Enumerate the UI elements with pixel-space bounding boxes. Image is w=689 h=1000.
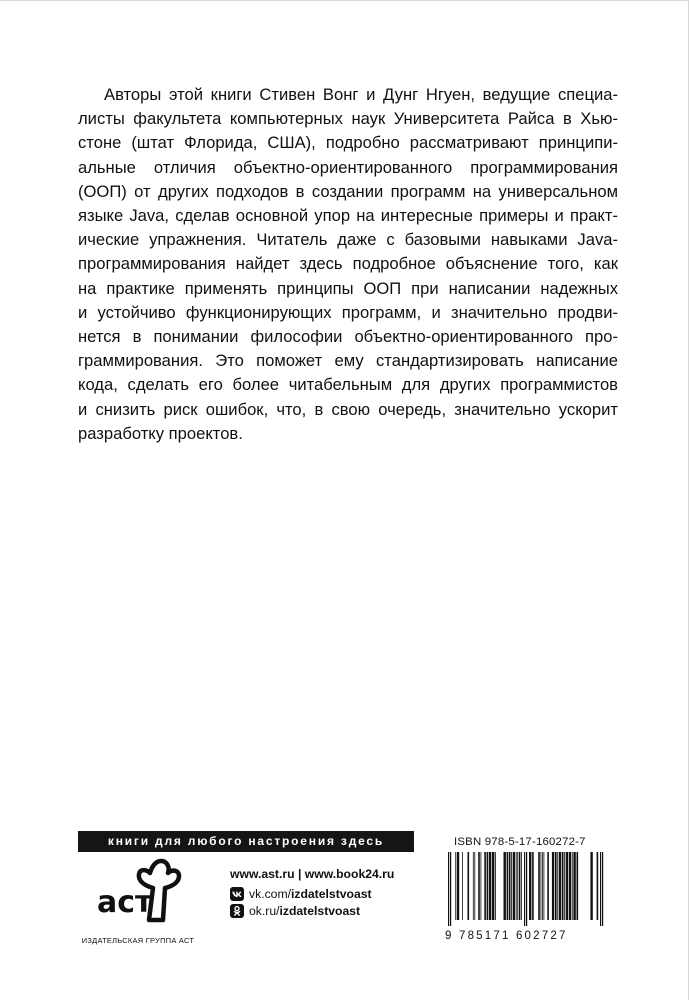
book-annotation bbox=[78, 83, 618, 446]
barcode-bar bbox=[478, 852, 480, 920]
barcode-bar bbox=[481, 852, 482, 920]
barcode-bar bbox=[489, 852, 491, 920]
annotation-line: граммирования. Это поможет ему стандартизировать написание bbox=[78, 351, 618, 371]
barcode-bar bbox=[507, 852, 509, 920]
barcode-bar bbox=[559, 852, 561, 920]
barcode-bar bbox=[521, 852, 522, 920]
barcode-bar bbox=[511, 852, 512, 920]
barcode-bar bbox=[544, 852, 545, 920]
barcode-guard-bar bbox=[524, 852, 525, 926]
barcode-digits: 9 785171 602727 bbox=[445, 930, 568, 942]
barcode-bar bbox=[564, 852, 565, 920]
annotation-line: на практике применять принципы ООП при написании надежных bbox=[78, 278, 618, 298]
barcode-bar bbox=[577, 852, 579, 920]
barcode-bar bbox=[597, 852, 599, 920]
annotation-line: листы факультета компьютерных наук Университета Райса в Хью- bbox=[78, 109, 618, 129]
odnoklassniki-icon bbox=[230, 904, 244, 918]
ok-handle: izdatelstvoast bbox=[279, 904, 361, 918]
barcode-guard-bar bbox=[526, 852, 527, 926]
barcode-bar bbox=[541, 852, 542, 920]
top-border bbox=[0, 0, 689, 1]
ast-figure-logo bbox=[93, 858, 183, 928]
barcode-bar bbox=[495, 852, 496, 920]
barcode-guard-bar bbox=[450, 852, 451, 926]
barcode-bar bbox=[538, 852, 540, 920]
vk-prefix: vk.com/ bbox=[249, 887, 291, 901]
annotation-line: нется в понимании философии объектно-ориентированного про- bbox=[78, 327, 618, 347]
vk-link[interactable] bbox=[230, 886, 394, 902]
barcode-bar bbox=[590, 852, 592, 920]
isbn-barcode bbox=[440, 852, 610, 926]
publisher-contacts bbox=[230, 866, 394, 919]
annotation-line: стоне (штат Флорида, США), подробно рассматривают принципи- bbox=[78, 133, 618, 153]
logo-text: аст bbox=[97, 885, 153, 920]
ok-link[interactable] bbox=[230, 903, 394, 919]
annotation-line: языке Java, сделав основной упор на интересные примеры и практ- bbox=[78, 206, 618, 226]
barcode-bar bbox=[516, 852, 517, 920]
barcode-bar bbox=[552, 852, 554, 920]
publisher-label: ИЗДАТЕЛЬСКАЯ ГРУППА АСТ bbox=[81, 936, 195, 945]
barcode-bar bbox=[562, 852, 564, 920]
barcode-bar bbox=[547, 852, 549, 920]
websites-link[interactable]: www.ast.ru | www.book24.ru bbox=[230, 867, 395, 881]
barcode-guard-bar bbox=[602, 852, 603, 926]
barcode-bar bbox=[569, 852, 571, 920]
annotation-line: разработку проектов. bbox=[78, 423, 243, 443]
vk-handle: izdatelstvoast bbox=[290, 887, 372, 901]
annotation-line: Авторы этой книги Стивен Вонг и Дунг Нгуен, ведущие специа- bbox=[104, 85, 618, 104]
annotation-line: ические упражнения. Читатель даже с базовыми навыками Java- bbox=[78, 230, 618, 250]
vk-icon bbox=[230, 887, 244, 901]
barcode-bar bbox=[462, 852, 463, 920]
barcode-bar bbox=[455, 852, 456, 920]
tagline-banner: книги для любого настроения здесь bbox=[78, 831, 414, 852]
annotation-line: альные отличия объектно-ориентированного программирования bbox=[78, 157, 618, 177]
barcode-bar bbox=[555, 852, 557, 920]
barcode-bar bbox=[468, 852, 470, 920]
annotation-line: (ООП) от других подходов в создании программ на универсальном bbox=[78, 181, 618, 201]
barcode-bar bbox=[572, 852, 573, 920]
isbn-label: ISBN 978-5-17-160272-7 bbox=[454, 836, 586, 848]
barcode-bar bbox=[457, 852, 459, 920]
barcode-bar bbox=[517, 852, 518, 920]
barcode-guard-bar bbox=[600, 852, 601, 926]
barcode-bar bbox=[474, 852, 475, 920]
barcode-bar bbox=[519, 852, 521, 920]
barcode-bar bbox=[509, 852, 511, 920]
barcode-guard-bar bbox=[448, 852, 449, 926]
barcode-bar bbox=[492, 852, 494, 920]
barcode-bar bbox=[566, 852, 568, 920]
barcode-bar bbox=[542, 852, 543, 920]
barcode-bar bbox=[487, 852, 489, 920]
barcode-bar bbox=[513, 852, 515, 920]
barcode-bar bbox=[529, 852, 531, 920]
annotation-line: и снизить риск ошибок, что, в свою очередь, значительно ускорит bbox=[78, 399, 618, 419]
annotation-line: программирования найдет здесь подробное объяснение того, как bbox=[78, 254, 618, 274]
barcode-bar bbox=[557, 852, 558, 920]
annotation-line: и устойчиво функционирующих программ, и значительно продви- bbox=[78, 302, 618, 322]
ok-prefix: ok.ru/ bbox=[249, 904, 280, 918]
barcode-bar bbox=[484, 852, 486, 920]
barcode-bar bbox=[532, 852, 534, 920]
annotation-line: кода, сделать его более читабельным для других программистов bbox=[78, 375, 618, 395]
barcode-bar bbox=[504, 852, 506, 920]
barcode-bar bbox=[473, 852, 474, 920]
barcode-bar bbox=[573, 852, 575, 920]
